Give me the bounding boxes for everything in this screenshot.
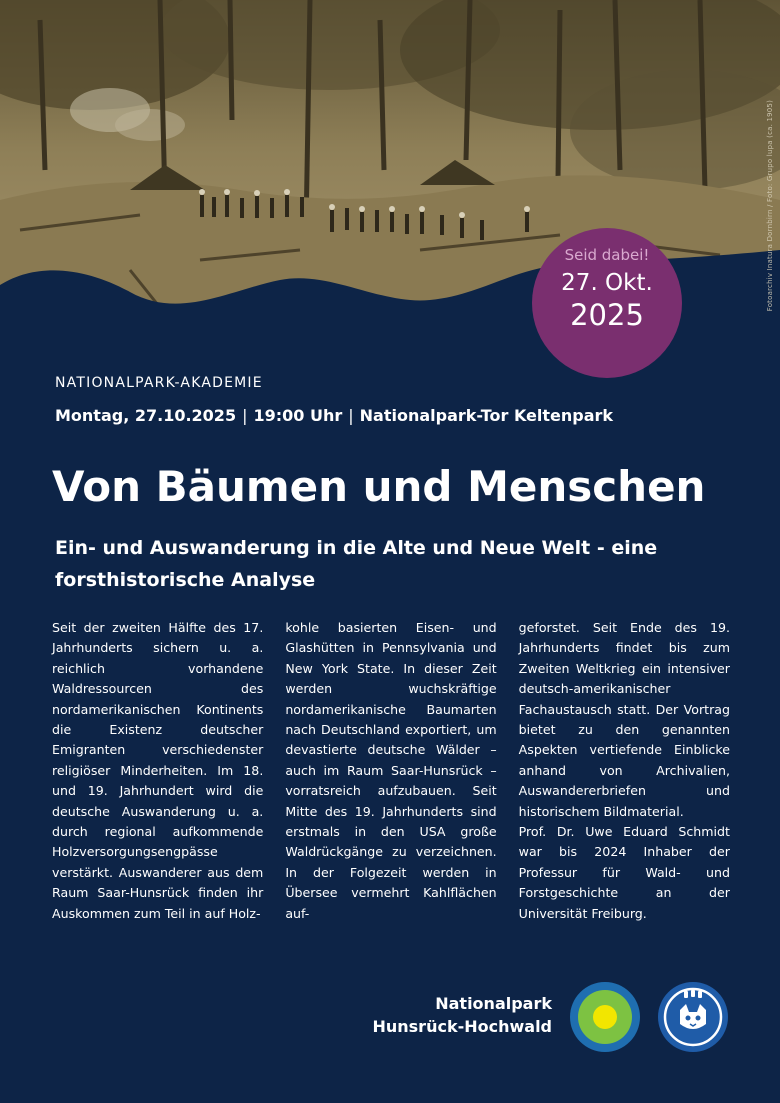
paragraph: geforstet. Seit Ende des 19. Jahrhunderts findet bis zum Zweiten Weltkrieg ein intensiver deutsch-amerikanischer Fachaustausch statt. Der Vortrag bietet zu den genannten Aspekten vertiefende Einblicke anhand von Archivalien, Auswandererbriefen und historischem Bildmaterial.	[518, 620, 730, 819]
text-column-1	[52, 618, 263, 924]
body-text	[52, 618, 730, 924]
separator: |	[348, 406, 354, 425]
speaker-bio: Prof. Dr. Uwe Eduard Schmidt war bis 2024 Inhaber der Professur für Wald- und Forstgeschichte an der Universität Freiburg.	[518, 824, 730, 921]
text-column-3	[519, 618, 730, 924]
page-title: Von Bäumen und Menschen	[52, 462, 706, 511]
paragraph: kohle basierten Eisen- und Glashütten in Pennsylvania und New York State. In dieser Zeit werden wuchskräftige nordamerikanische Baumarten nach Deutschland exportiert, um devastierte deutsche Wälder – auch im Raum Saar-Hunsrück – vorratsreich aufzubauen. Seit Mitte des 19. Jahrhunderts sind erstmals in den USA große Waldrückgänge zu verzeichnen. In der Folgezeit werden in Übersee vermehrt Kahlflächen auf-	[285, 620, 497, 921]
separator: |	[242, 406, 248, 425]
badge-pre-text: Seid dabei!	[564, 246, 650, 264]
text-column-2	[285, 618, 496, 924]
event-date: Montag, 27.10.2025	[55, 406, 237, 425]
photo-credit: Fotoarchiv Inatura Dornbirn / Foto: Grupo lupa (ca. 1905)	[766, 100, 774, 312]
event-time: 19:00 Uhr	[253, 406, 343, 425]
date-badge	[532, 228, 682, 378]
nationalpark-line1: Nationalpark	[435, 994, 552, 1013]
series-label: NATIONALPARK-AKADEMIE	[55, 375, 263, 391]
badge-year: 2025	[570, 298, 644, 332]
badge-day: 27. Okt.	[561, 270, 653, 296]
event-location: Nationalpark-Tor Keltenpark	[359, 406, 614, 425]
wildcat-logo-icon	[658, 982, 728, 1052]
page-subtitle: Ein- und Auswanderung in die Alte und Neue Welt - eine forsthistorische Analyse	[55, 537, 658, 591]
nationalpark-line2: Hunsrück-Hochwald	[372, 1017, 552, 1036]
event-info-line	[55, 406, 613, 425]
nationalpark-name	[340, 992, 552, 1038]
nationalpark-logo-icon	[570, 982, 640, 1052]
paragraph: Seit der zweiten Hälfte des 17. Jahrhunderts sichern u. a. reichlich vorhandene Waldressourcen des nordamerikanischen Kontinents die Existenz deutscher Emigranten verschiedenster religiöser Minderheiten. Im 18. und 19. Jahrhundert wird die deutsche Auswanderung u. a. durch regional aufkommende Holzversorgungsengpässe verstärkt. Auswanderer aus dem Raum Saar-Hunsrück finden ihr Auskommen zum Teil in auf Holz-	[52, 620, 264, 921]
